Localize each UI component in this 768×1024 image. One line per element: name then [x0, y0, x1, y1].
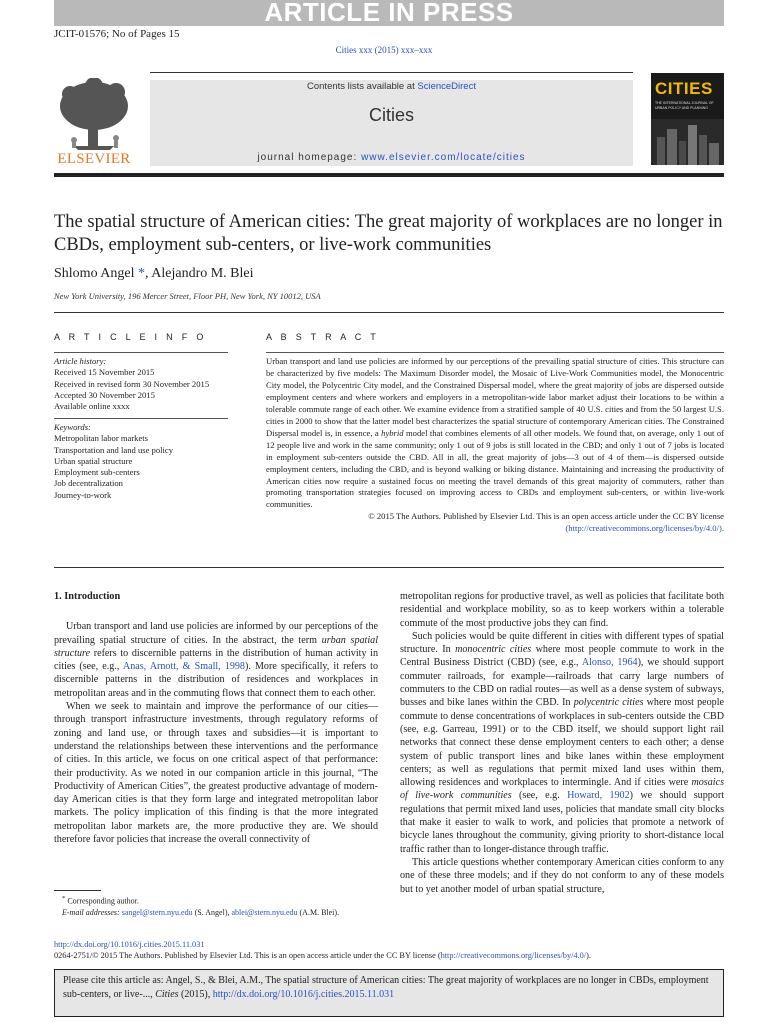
author-1: Shlomo Angel	[54, 266, 135, 281]
abstract-part-2: model that combines elements of all other models. We found that, on average, only 1 out of 12 people live and work in the same community; only 1 out of 9 jobs is still located in the CBD; and only 1 out of 7 jobs is located in employment sub-centers outside the CBD. All in all, the great majority of jobs—3 out of 4 of them—is dispersed outside employment centers, including the CBD, and is beyond walking or biking distance. Maintaining and increasing the productivity of American cities now require a sustained focus on meeting the travel demands of this great majority of commuters, rather than promoting transportation strategies focused on improving access to CBDs and employment sub-centers, or within live-work communities.	[266, 427, 724, 510]
issn-text: 0264-2751/© 2015 The Authors. Published by Elsevier Ltd. This is an open access article under the CC BY license (	[54, 951, 441, 960]
keywords-rule	[54, 418, 228, 419]
article-info-heading: A R T I C L E I N F O	[54, 332, 207, 342]
text-run: ). More specifically, it refers to discernible patterns in the distribution of residences and workplaces in metropolitan areas and in the commuting flows that connect them to each other.	[54, 661, 379, 699]
title-rule	[54, 312, 724, 313]
body-right-column	[400, 590, 724, 896]
authors	[54, 266, 254, 282]
keyword-item: Job decentralization	[54, 478, 123, 489]
cite-journal: Cities	[155, 988, 179, 1000]
citation-box	[54, 969, 724, 1017]
history-item: Received in revised form 30 November 2015	[54, 378, 210, 389]
citation-link[interactable]: Anas, Arnott, & Small, 1998	[122, 661, 245, 673]
text-run: (see, e.g.	[511, 790, 568, 802]
journal-homepage-line	[150, 152, 633, 163]
header-rule	[150, 72, 633, 73]
journal-cover-image	[651, 73, 724, 165]
body-left-column	[54, 590, 378, 846]
footnote-mark: *	[62, 895, 66, 902]
journal-citation-link[interactable]	[0, 45, 768, 55]
license-link[interactable]: (http://creativecommons.org/licenses/by/4.0/).	[565, 523, 724, 534]
paper-title: The spatial structure of American cities: The great majority of workplaces are no longer in CBDs, employment sub-centers, or live-work communities	[54, 212, 723, 255]
doi-block	[54, 939, 591, 961]
license-line	[266, 523, 724, 535]
history-item: Received 15 November 2015	[54, 367, 155, 378]
emphasis: monocentric cities	[455, 644, 532, 656]
abstract-copyright: © 2015 The Authors. Published by Elsevier Ltd. This is an open access article under the CC BY license	[368, 511, 724, 522]
abstract-heading: A B S T R A C T	[266, 332, 380, 342]
homepage-prefix: journal homepage:	[257, 152, 362, 163]
abstract-rule	[266, 352, 724, 353]
article-in-press-banner	[54, 0, 724, 26]
footnote-text: Corresponding author.	[65, 896, 139, 906]
citation-link[interactable]: Howard, 1902	[567, 790, 630, 802]
cover-subtitle: THE INTERNATIONAL JOURNAL OF URBAN POLICY AND PLANNING	[655, 101, 714, 110]
paragraph: metropolitan regions for productive travel, as well as policies that facilitate both residential and workplace mobility, so as to keep workers within a tolerable commute of the most productive jobs they can find.	[400, 591, 724, 629]
header-thick-rule	[54, 173, 724, 177]
email-label: E-mail addresses:	[62, 907, 122, 917]
keyword-item: Employment sub-centers	[54, 467, 140, 478]
sciencedirect-link[interactable]: ScienceDirect	[417, 81, 476, 92]
emphasis: urban spatial structure	[54, 634, 379, 659]
keywords-list	[54, 422, 229, 501]
banner-text: ARTICLE IN PRESS	[264, 0, 514, 27]
keyword-item: Journey-to-work	[54, 489, 112, 500]
keywords-label: Keywords:	[54, 422, 91, 432]
text-run: refers to discernible patterns in the distribution of human activity in cities (see, e.g.,	[54, 647, 378, 673]
history-item: Available online xxxx	[54, 401, 130, 412]
keyword-item: Urban spatial structure	[54, 455, 133, 466]
paragraph	[54, 620, 378, 700]
paragraph	[400, 630, 724, 856]
citation-link[interactable]: Alonso, 1964	[581, 657, 638, 669]
document-id: JCIT-01576; No of Pages 15	[54, 28, 180, 40]
author-2: Alejandro M. Blei	[151, 266, 254, 281]
text-run: where most people commute to work in the Central Business District (CBD) (see, e.g.,	[400, 644, 724, 669]
doi-link[interactable]: http://dx.doi.org/10.1016/j.cities.2015.11.031	[54, 940, 205, 949]
email-owner: (S. Angel),	[192, 907, 232, 917]
paragraph: When we seek to maintain and improve the performance of our cities—through transport infrastructure investments, through regulatory reforms of zoning and land use, or through taxes and subsidies—it is important to understand the relationships between these interventions and the performance of cities. In this article, we focus on one critical aspect of that performance: their productivity. As we noted in our companion article in this journal, “The Productivity of American Cities”, the greatest productive advantage of modern-day American cities is that they form large and integrated metropolitan labor markets. The policy implication of this finding is that the more integrated metropolitan labor markets are, the more productive they are. We should therefore favor policies that increase the overall connectivity of	[54, 701, 378, 846]
article-info-rule	[54, 352, 228, 353]
cover-cityscape-art	[651, 119, 724, 165]
text-run: where most people commute to dense concentrations of workplaces in sub-centers outside the CBD (see, e.g. Garreau, 1991) or to the CBD itself, we should support light rail networks that connect these dense employment centers to each other; a dense system of public transport lines and bike lanes within these employment centers; as well as regulations that permit mixed land uses within them, allowing residences and workplaces to intermingle. And if cities were	[400, 697, 724, 789]
corresponding-author-mark[interactable]: *	[134, 266, 146, 281]
publisher-name: ELSEVIER	[57, 151, 131, 167]
section-heading-introduction: 1. Introduction	[54, 591, 121, 602]
footnote-rule	[54, 890, 101, 891]
cite-text: Please cite this article as: Angel, S., & Blei, A.M., The spatial structure of American cities: The great majority of workplaces are no longer in CBDs, employment sub-centers, or live-...,	[63, 975, 709, 1000]
author-separator: ,	[145, 266, 152, 281]
cc-license-link[interactable]: http://creativecommons.org/licenses/by/4.0/	[440, 951, 587, 960]
footnote	[62, 893, 339, 918]
abstract-text	[266, 356, 724, 535]
abstract-hybrid: hybrid	[381, 427, 404, 438]
journal-name: Cities	[368, 105, 414, 125]
text-run: ), we should support commuter railroads, for example—railroads that carry large numbers of commuters to the CBD on radial routes—as well as a dense system of subways, busses and bike lanes within the CBD. In	[400, 657, 724, 709]
article-history-list	[54, 356, 229, 412]
email-owner: (A.M. Blei).	[297, 907, 340, 917]
homepage-link[interactable]: www.elsevier.com/locate/cities	[361, 152, 526, 163]
paragraph: This article questions whether contemporary American cities conform to any one of these three models; and if they do not conform to any of these models but to yet another model of urban spatial structure,	[400, 856, 724, 895]
contents-line	[150, 81, 633, 92]
text-run: Such policies would be quite different in cities with different types of spatial structure. In	[400, 630, 724, 656]
abstract-end-rule	[54, 567, 724, 568]
text-run: ) we should support regulations that permit mixed land uses, policies that mandate small city blocks that make it easier to walk to work, and policies that promote a network of bicycle lanes throughout the community, giving priority to short-distance local traffic rather than to longer-distance through traffic.	[400, 790, 725, 855]
journal-citation-text[interactable]: Cities xxx (2015) xxx–xxx	[335, 45, 433, 55]
text-run: Urban transport and land use policies are informed by our perceptions of the prevailing spatial structure of cities. In the abstract, the term	[54, 621, 378, 646]
cite-year: (2015),	[178, 988, 213, 1000]
cite-doi-link[interactable]: http://dx.doi.org/10.1016/j.cities.2015.11.031	[212, 988, 395, 1000]
affiliation: New York University, 196 Mercer Street, Floor PH, New York, NY 10012, USA	[54, 291, 321, 301]
emphasis: polycentric cities	[573, 697, 644, 709]
email-link[interactable]: ablei@stern.nyu.edu	[231, 907, 298, 917]
keyword-item: Transportation and land use policy	[54, 444, 174, 455]
article-history-label: Article history:	[54, 356, 107, 366]
abstract-part-1: Urban transport and land use policies are informed by our perceptions of the prevailing spatial structure of cities. This structure can be characterized by five models: The Maximum Disorder model, the Mosaic of Live-Work Communities model, the Monocentric City model, the Polycentric City model, and the Constrained Dispersal model, where the great majority of jobs are dispersed outside employment centers and where workers and employers in a metropolitan-wide labor market adjust their locations to be within a tolerable commute range of each other. We examine evidence from a stratified sample of 40 U.S. cities and from the 50 largest U.S. cities in 2000 to show that the latter model best characterizes the spatial structure of contemporary American cities. The Constrained Dispersal model is, in essence, a	[266, 356, 724, 438]
email-link[interactable]: sangel@stern.nyu.edu	[121, 907, 193, 917]
cover-title: CITIES	[655, 79, 713, 98]
history-item: Accepted 30 November 2015	[54, 389, 155, 400]
keyword-item: Metropolitan labor markets	[54, 433, 149, 444]
issn-end: ).	[586, 951, 591, 960]
emphasis: mosaics of live-work communities	[400, 777, 724, 802]
contents-prefix: Contents lists available at	[307, 81, 418, 92]
